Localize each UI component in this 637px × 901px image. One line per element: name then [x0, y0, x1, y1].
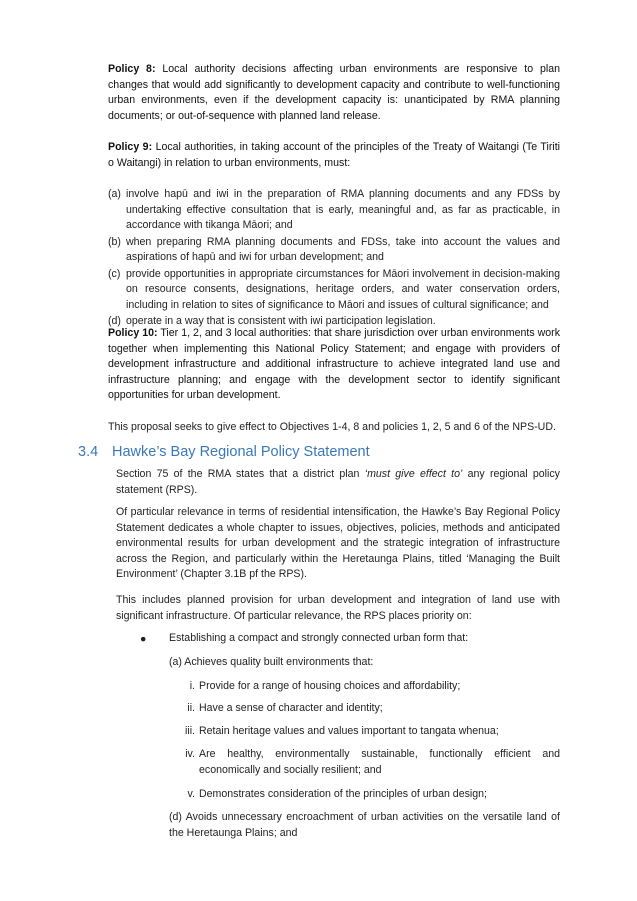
- bullet-text: Establishing a compact and strongly connected urban form that:: [169, 632, 469, 644]
- list-item: [108, 187, 560, 234]
- roman-marker: i.: [189, 680, 195, 692]
- roman-item: [182, 701, 560, 717]
- policy-8-label: Policy 8:: [108, 63, 156, 75]
- sub-item-a: (a) Achieves quality built environments that:: [169, 656, 374, 668]
- list-marker: (d): [108, 315, 121, 327]
- policy-8-text: Local authority decisions affecting urban environments are responsive to plan changes that would add significantly to development capacity and contribute to well-functioning urban environments, even if the development capacity is: unanticipated by RMA planning documents; or out-of-sequence with planned land release.: [108, 63, 560, 122]
- policy-10-paragraph: [108, 326, 560, 404]
- roman-text: Provide for a range of housing choices and affordability;: [199, 680, 461, 692]
- roman-text: Have a sense of character and identity;: [199, 702, 383, 714]
- section-number: 3.4: [78, 444, 99, 460]
- policy-9-paragraph: [108, 140, 560, 171]
- section-paragraph-1: [116, 467, 560, 498]
- p1-italic: ‘must give effect to’: [364, 468, 463, 480]
- list-item-text: operate in a way that is consistent with iwi participation legislation.: [126, 315, 436, 327]
- list-item-text: involve hapū and iwi in the preparation of RMA planning documents and any FDSs by undertaking effective consultation that is early, meaningful and, as far as practicable, in accordance with tikanga Māori; and: [126, 188, 560, 231]
- section-heading: [78, 444, 370, 460]
- roman-marker: iii.: [184, 725, 195, 737]
- roman-text: Demonstrates consideration of the principles of urban design;: [199, 788, 487, 800]
- roman-marker: ii.: [187, 702, 195, 714]
- proposal-paragraph: This proposal seeks to give effect to Objectives 1-4, 8 and policies 1, 2, 5 and 6 of the NPS-UD.: [108, 421, 556, 433]
- roman-item: [182, 679, 560, 695]
- roman-marker: iv.: [185, 748, 195, 760]
- roman-text: Are healthy, environmentally sustainable, functionally efficient and economically and socially resilient; and: [199, 748, 560, 776]
- list-marker: (b): [108, 235, 121, 248]
- p1-before: Section 75 of the RMA states that a district plan: [116, 468, 365, 480]
- p1-after: any regional policy statement (RPS).: [116, 468, 560, 496]
- sub-item-d: (d) Avoids unnecessary encroachment of urban activities on the versatile land of the Heretaunga Plains; and: [169, 811, 560, 839]
- list-item: [108, 235, 560, 266]
- section-paragraph-3: This includes planned provision for urban development and integration of land use with significant infrastructure. Of particular relevance, the RPS places priority on:: [116, 594, 560, 622]
- list-item-text: when preparing RMA planning documents and FDSs, take into account the values and aspirations of hapū and iwi for urban development; and: [126, 235, 560, 263]
- policy-10-text: Tier 1, 2, and 3 local authorities: that share jurisdiction over urban environments work together when implementing this National Policy Statement; and engage with providers of development infrastructure and additional infrastructure to achieve integrated land use and infrastructure planning; and engage with the development sector to identify significant opportunities for urban development.: [108, 327, 560, 401]
- policy-9-text: Local authorities, in taking account of the principles of the Treaty of Waitangi (Te Tiriti o Waitangi) in relation to urban environments, must:: [108, 141, 560, 169]
- list-item: [108, 267, 560, 314]
- policy-10-label: Policy 10:: [108, 327, 158, 339]
- policy-9-list: [108, 187, 560, 331]
- policy-8-paragraph: [108, 62, 560, 124]
- roman-marker: v.: [187, 788, 195, 800]
- list-marker: (a): [108, 188, 121, 200]
- roman-text: Retain heritage values and values important to tangata whenua;: [199, 725, 499, 737]
- policy-9-label: Policy 9:: [108, 141, 153, 153]
- roman-item: [182, 787, 560, 803]
- roman-item: [182, 747, 560, 778]
- list-marker: (c): [108, 267, 121, 280]
- roman-item: [182, 724, 560, 740]
- list-item-text: provide opportunities in appropriate circumstances for Māori involvement in decision-making on resource consents, designations, heritage orders, and water conservation orders, including in relation to sites of significance to Māori and issues of cultural significance; and: [126, 267, 560, 311]
- section-paragraph-2: Of particular relevance in terms of residential intensification, the Hawke’s Bay Regional Policy Statement dedicates a whole chapter to issues, objectives, policies, methods and anticipated environmental results for urban development and the strategic integration of infrastructure across the Region, and particularly within the Heretaunga Plains, titled ‘Managing the Built Environment’ (Chapter 3.1B pf the RPS).: [116, 506, 560, 580]
- section-title: Hawke’s Bay Regional Policy Statement: [112, 444, 370, 460]
- bullet-icon: ●: [140, 633, 147, 645]
